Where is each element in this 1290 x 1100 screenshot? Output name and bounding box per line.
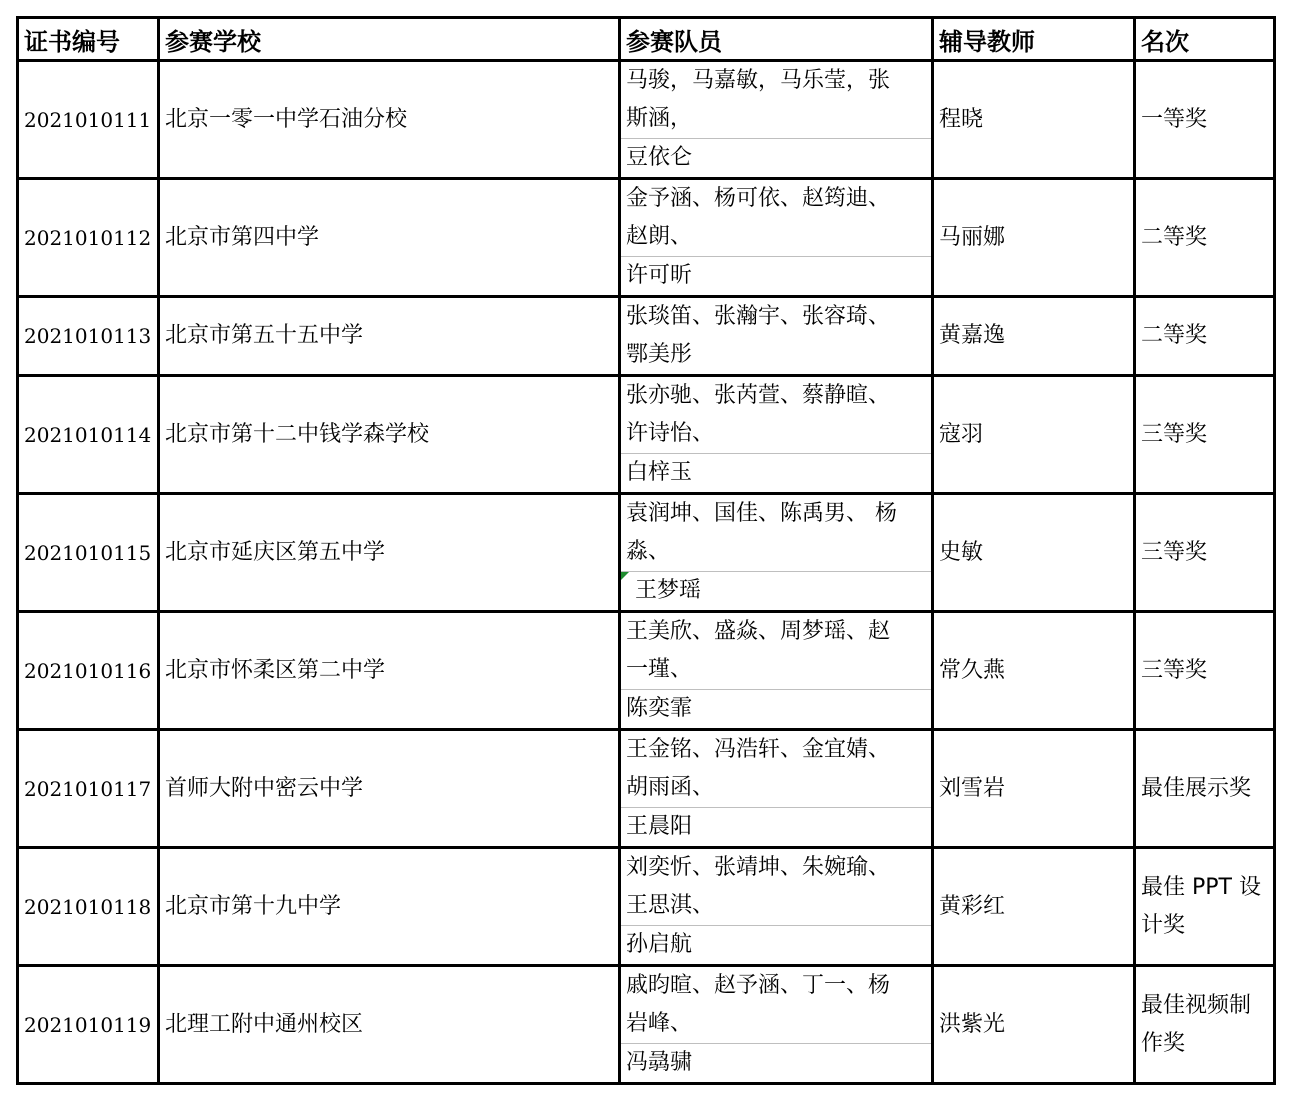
members-extra: 陈奕霏 — [621, 689, 931, 728]
members-cell — [620, 61, 933, 179]
school-name: 北京市第四中学 — [159, 179, 620, 297]
school-name: 北京市怀柔区第二中学 — [159, 612, 620, 730]
cert-number: 2021010114 — [18, 376, 159, 494]
members-line: 王美欣、盛焱、周梦瑶、赵 — [626, 619, 891, 644]
members-extra: 冯骉骕 — [621, 1043, 931, 1082]
cert-number: 2021010116 — [18, 612, 159, 730]
award-rank: 三等奖 — [1135, 376, 1275, 494]
header-cert-number: 证书编号 — [18, 18, 159, 61]
members-line: 王思淇、 — [626, 893, 715, 918]
school-name: 北京市第五十五中学 — [159, 297, 620, 376]
table-row — [18, 376, 1275, 494]
school-name: 北京市第十二中钱学森学校 — [159, 376, 620, 494]
members-line: 马骏，马嘉敏，马乐莹，张 — [626, 68, 891, 93]
teacher-name: 史敏 — [933, 494, 1135, 612]
members-line: 许诗怡、 — [626, 421, 715, 446]
cert-number: 2021010113 — [18, 297, 159, 376]
members-extra — [621, 571, 931, 610]
table-row — [18, 966, 1275, 1084]
header-members: 参赛队员 — [620, 18, 933, 61]
header-teacher: 辅导教师 — [933, 18, 1135, 61]
members-line: 鄂美彤 — [626, 342, 693, 367]
members-cell — [620, 376, 933, 494]
school-name: 北理工附中通州校区 — [159, 966, 620, 1084]
school-name: 北京一零一中学石油分校 — [159, 61, 620, 179]
members-extra: 孙启航 — [621, 925, 931, 964]
members-cell — [620, 848, 933, 966]
award-rank: 最佳视频制作奖 — [1135, 966, 1275, 1084]
members-line: 淼、 — [626, 539, 671, 564]
members-cell — [620, 179, 933, 297]
members-line: 张琰笛、张瀚宇、张容琦、 — [626, 304, 891, 329]
members-cell — [620, 730, 933, 848]
school-name: 首师大附中密云中学 — [159, 730, 620, 848]
teacher-name: 常久燕 — [933, 612, 1135, 730]
header-rank: 名次 — [1135, 18, 1275, 61]
cert-number: 2021010117 — [18, 730, 159, 848]
members-line: 戚昀暄、赵予涵、丁一、杨 — [626, 973, 891, 998]
table-row — [18, 297, 1275, 376]
header-row — [18, 18, 1275, 61]
table-row — [18, 179, 1275, 297]
members-extra: 豆依仑 — [621, 138, 931, 177]
award-rank: 最佳 PPT 设计奖 — [1135, 848, 1275, 966]
award-rank: 三等奖 — [1135, 494, 1275, 612]
school-name: 北京市延庆区第五中学 — [159, 494, 620, 612]
cell-comment-flag-icon — [621, 572, 629, 580]
award-rank: 二等奖 — [1135, 297, 1275, 376]
award-rank: 最佳展示奖 — [1135, 730, 1275, 848]
table-row — [18, 494, 1275, 612]
members-cell — [620, 297, 933, 376]
members-line: 斯涵， — [626, 106, 693, 131]
award-rank: 一等奖 — [1135, 61, 1275, 179]
award-rank: 二等奖 — [1135, 179, 1275, 297]
members-line: 刘奕忻、张靖坤、朱婉瑜、 — [626, 855, 891, 880]
teacher-name: 马丽娜 — [933, 179, 1135, 297]
members-line: 张亦驰、张芮萱、蔡静暄、 — [626, 383, 891, 408]
members-line: 一瑾、 — [626, 657, 693, 682]
cert-number: 2021010118 — [18, 848, 159, 966]
teacher-name: 寇羽 — [933, 376, 1135, 494]
members-line: 胡雨函、 — [626, 775, 715, 800]
table-row — [18, 848, 1275, 966]
teacher-name: 洪紫光 — [933, 966, 1135, 1084]
members-line: 金予涵、杨可依、赵筠迪、 — [626, 186, 891, 211]
cert-number: 2021010112 — [18, 179, 159, 297]
members-line: 王金铭、冯浩轩、金宜婧、 — [626, 737, 891, 762]
members-cell — [620, 612, 933, 730]
cert-number: 2021010115 — [18, 494, 159, 612]
award-rank: 三等奖 — [1135, 612, 1275, 730]
award-table — [16, 16, 1276, 1085]
teacher-name: 刘雪岩 — [933, 730, 1135, 848]
table-row — [18, 61, 1275, 179]
members-line: 岩峰、 — [626, 1011, 693, 1036]
cert-number: 2021010111 — [18, 61, 159, 179]
members-extra: 许可昕 — [621, 256, 931, 295]
members-line: 赵朗、 — [626, 224, 693, 249]
members-extra-text: 王梦瑶 — [635, 578, 702, 603]
table-row — [18, 730, 1275, 848]
teacher-name: 黄嘉逸 — [933, 297, 1135, 376]
teacher-name: 程晓 — [933, 61, 1135, 179]
members-cell — [620, 494, 933, 612]
members-extra: 王晨阳 — [621, 807, 931, 846]
cert-number: 2021010119 — [18, 966, 159, 1084]
school-name: 北京市第十九中学 — [159, 848, 620, 966]
members-cell — [620, 966, 933, 1084]
teacher-name: 黄彩红 — [933, 848, 1135, 966]
members-line: 袁润坤、国佳、陈禹男、 杨 — [626, 501, 897, 526]
members-extra: 白梓玉 — [621, 453, 931, 492]
table-row — [18, 612, 1275, 730]
header-school: 参赛学校 — [159, 18, 620, 61]
